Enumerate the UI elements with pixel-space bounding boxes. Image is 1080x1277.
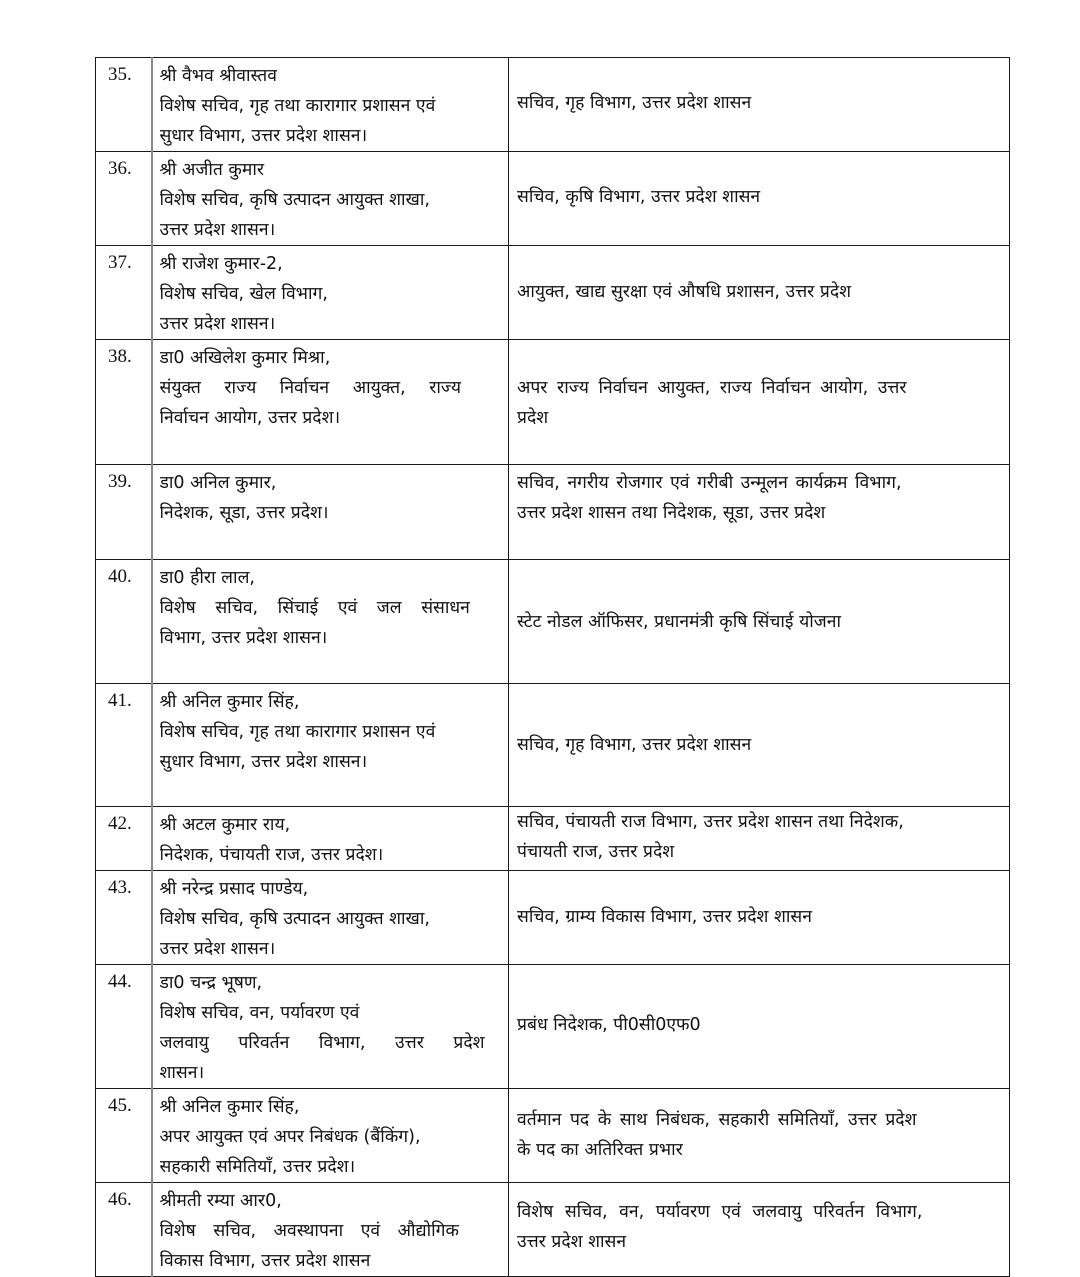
new-posting: प्रबंध निदेशक, पी0सी0एफ0 (517, 1015, 701, 1035)
current-post-line: उत्तर प्रदेश शासन। (159, 314, 276, 334)
serial-number: 35. (108, 64, 132, 85)
current-post-line: निर्वाचन आयोग, उत्तर प्रदेश। (159, 408, 341, 428)
new-posting: सचिव, कृषि विभाग, उत्तर प्रदेश शासन (517, 187, 761, 207)
current-post-line: जलवायु परिवर्तन विभाग, उत्तर प्रदेश (159, 1033, 485, 1053)
table-row (96, 1183, 1010, 1277)
officer-name: श्री अजीत कुमार (159, 160, 265, 180)
current-post-line: संयुक्त राज्य निर्वाचन आयुक्त, राज्य (159, 378, 462, 398)
officer-name: श्री राजेश कुमार-2, (159, 254, 283, 274)
officer-name: डा0 चन्द्र भूषण, (159, 973, 263, 993)
current-post-line: शासन। (159, 1063, 205, 1083)
table-row (96, 965, 1010, 1089)
table-row (96, 58, 1010, 152)
serial-number: 43. (108, 877, 132, 898)
current-post-line: सहकारी समितियॉं, उत्तर प्रदेश। (159, 1157, 356, 1177)
table-row (96, 1089, 1010, 1183)
serial-number: 37. (108, 252, 132, 273)
serial-number: 44. (108, 971, 132, 992)
officer-name: श्री नरेन्द्र प्रसाद पाण्डेय, (159, 879, 309, 899)
officer-name: श्री अटल कुमार राय, (159, 815, 291, 835)
current-post-line: विशेष सचिव, अवस्थापना एवं औद्योगिक (159, 1221, 459, 1241)
new-posting: सचिव, गृह विभाग, उत्तर प्रदेश शासन (517, 93, 752, 113)
current-post-line: निदेशक, सूडा, उत्तर प्रदेश। (159, 503, 329, 523)
serial-number: 36. (108, 158, 132, 179)
new-posting: सचिव, गृह विभाग, उत्तर प्रदेश शासन (517, 735, 752, 755)
serial-number: 42. (108, 813, 132, 834)
new-posting: सचिव, ग्राम्य विकास विभाग, उत्तर प्रदेश शासन (517, 907, 812, 927)
new-posting-line: के पद का अतिरिक्त प्रभार (517, 1140, 683, 1160)
serial-number: 39. (108, 471, 132, 492)
current-post-line: सुधार विभाग, उत्तर प्रदेश शासन। (159, 126, 368, 146)
current-post-line: विशेष सचिव, खेल विभाग, (159, 284, 328, 304)
officer-name: डा0 अनिल कुमार, (159, 473, 277, 493)
table-row (96, 465, 1010, 560)
serial-number: 45. (108, 1095, 132, 1116)
table-row (96, 560, 1010, 684)
current-post-line: विशेष सचिव, कृषि उत्पादन आयुक्त शाखा, (159, 909, 430, 929)
current-post-line: उत्तर प्रदेश शासन। (159, 220, 276, 240)
current-post-line: सुधार विभाग, उत्तर प्रदेश शासन। (159, 752, 368, 772)
current-post-line: अपर आयुक्त एवं अपर निबंधक (बैंकिंग), (159, 1127, 421, 1147)
current-post-line: विभाग, उत्तर प्रदेश शासन। (159, 628, 328, 648)
current-post-line: विशेष सचिव, वन, पर्यावरण एवं (159, 1003, 360, 1023)
officer-name: श्री वैभव श्रीवास्तव (159, 66, 278, 86)
table-row (96, 246, 1010, 340)
transfer-orders-table (95, 57, 1010, 1277)
current-post-line: विशेष सचिव, गृह तथा कारागार प्रशासन एवं (159, 96, 436, 116)
new-posting-line: प्रदेश (517, 408, 549, 428)
new-posting-line: विशेष सचिव, वन, पर्यावरण एवं जलवायु परिवर्तन विभाग, (517, 1202, 923, 1222)
officer-name: श्री अनिल कुमार सिंह, (159, 1097, 300, 1117)
table-row (96, 871, 1010, 965)
new-posting-line: अपर राज्य निर्वाचन आयुक्त, राज्य निर्वाचन आयोग, उत्तर (517, 378, 907, 398)
current-post-line: विशेष सचिव, गृह तथा कारागार प्रशासन एवं (159, 722, 436, 742)
new-posting-line: वर्तमान पद के साथ निबंधक, सहकारी समितियॉं, उत्तर प्रदेश (517, 1110, 917, 1130)
table-row (96, 340, 1010, 465)
new-posting: आयुक्त, खाद्य सुरक्षा एवं औषधि प्रशासन, उत्तर प्रदेश (517, 282, 852, 302)
serial-number: 46. (108, 1189, 132, 1210)
new-posting-line: उत्तर प्रदेश शासन तथा निदेशक, सूडा, उत्तर प्रदेश (517, 503, 826, 523)
officer-name: श्री अनिल कुमार सिंह, (159, 692, 300, 712)
current-post-line: विकास विभाग, उत्तर प्रदेश शासन (159, 1251, 371, 1271)
table-row (96, 684, 1010, 807)
serial-number: 40. (108, 566, 132, 587)
current-post-line: विशेष सचिव, सिंचाई एवं जल संसाधन (159, 598, 470, 618)
officer-name: डा0 हीरा लाल, (159, 568, 255, 588)
serial-number: 38. (108, 346, 132, 367)
officer-name: श्रीमती रम्या आर0, (159, 1191, 282, 1211)
new-posting-line: सचिव, नगरीय रोजगार एवं गरीबी उन्मूलन कार्यक्रम विभाग, (517, 473, 902, 493)
current-post-line: निदेशक, पंचायती राज, उत्तर प्रदेश। (159, 845, 384, 865)
new-posting-line: उत्तर प्रदेश शासन (517, 1232, 627, 1252)
current-post-line: उत्तर प्रदेश शासन। (159, 939, 276, 959)
new-posting: स्टेट नोडल ऑफिसर, प्रधानमंत्री कृषि सिंचाई योजना (517, 612, 841, 632)
table-row (96, 152, 1010, 246)
table-row (96, 807, 1010, 871)
officer-name: डा0 अखिलेश कुमार मिश्रा, (159, 348, 331, 368)
current-post-line: विशेष सचिव, कृषि उत्पादन आयुक्त शाखा, (159, 190, 430, 210)
new-posting-line: सचिव, पंचायती राज विभाग, उत्तर प्रदेश शासन तथा निदेशक, (517, 812, 904, 832)
serial-number: 41. (108, 690, 132, 711)
new-posting-line: पंचायती राज, उत्तर प्रदेश (517, 842, 675, 862)
